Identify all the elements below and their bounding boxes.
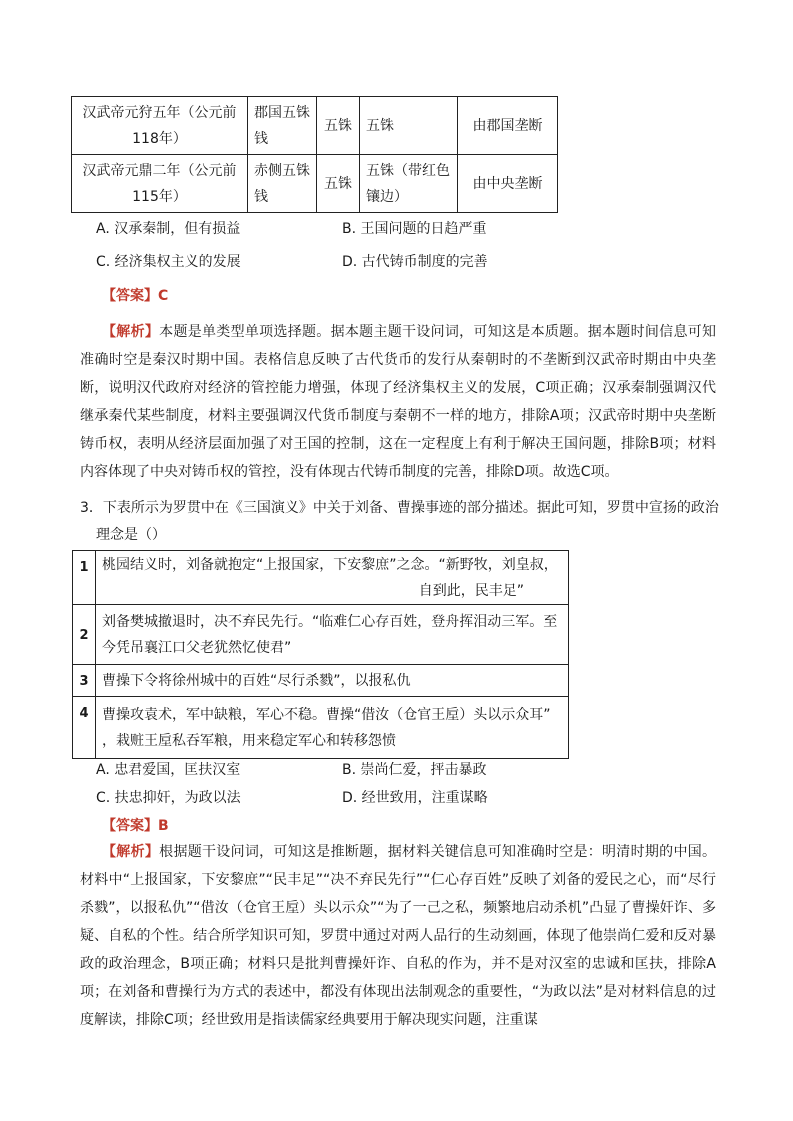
q3-stem-cont: 理念是（） [96,527,166,543]
cell-control: 由郡国垄断 [458,97,558,155]
row-line: 自到此，民丰足” [418,582,524,599]
row-text [96,605,569,665]
q2-option-c: C. 经济集权主义的发展 [96,254,241,270]
table-row [73,665,569,697]
cell-control: 由中央垄断 [458,155,558,213]
coin-table [71,96,558,213]
row-number: 1 [73,551,96,605]
q3-option-a: A. 忠君爱国，匡扶汉室 [96,762,241,778]
row-line: 桃园结义时，刘备就抱定“上报国家，下安黎庶”之念。“新野牧，刘皇叔， [102,556,558,573]
q3-option-c: C. 扶忠抑奸，为政以法 [96,790,241,806]
q3-option-d: D. 经世致用，注重谋略 [342,790,488,806]
row-number: 4 [73,697,96,759]
row-text [96,551,569,605]
table-row [73,551,569,605]
q2-option-d: D. 古代铸币制度的完善 [342,254,488,270]
row-line: 刘备樊城撤退时，决不弃民先行。“临难仁心存百姓，登舟挥泪动三军。至 [102,613,558,630]
cell-weight: 五铢 [317,155,360,213]
q2-option-a: A. 汉承秦制，但有损益 [96,221,241,237]
cell-weight: 五铢 [317,97,360,155]
analysis-tag: 【解析】 [102,844,160,860]
cell-time: 汉武帝元鼎二年（公元前115年） [72,155,248,213]
answer-tag: 【答案】 [102,818,158,834]
cell-text: 五铢（带红色镶边） [360,155,458,213]
analysis-tag: 【解析】 [102,324,160,340]
cell-coin: 赤侧五铢钱 [248,155,317,213]
q2-analysis [80,318,716,486]
table-row [73,605,569,665]
analysis-text: 根据题干设问词，可知这是推断题，据材料关键信息可知准确时空是：明清时期的中国。材料中“上报国家，下安黎庶”“民丰足”“决不弃民先行”“仁心存百姓”反映了刘备的爱民之心，而“尽行杀戮”，以报私仇”“借汝（仓官王垕）头以示众”“为了一己之私，频繁地启动杀机”凸显了曹操奸诈、多疑、自私的个性。结合所学知识可知，罗贯中通过对两人品行的生动刻画，体现了他崇尚仁爱和反对暴政的政治理念，B项正确；材料只是批判曹操奸诈、自私的作为，并不是对汉室的忠诚和匡扶，排除A项；在刘备和曹操行为方式的表述中，都没有体现出法制观念的重要性，“为政以法”是对材料信息的过度解读，排除C项；经世致用是指读儒家经典要用于解决现实问题，注重谋 [80,844,716,1028]
table-row [73,697,569,759]
q3-table [72,550,569,759]
row-text [96,665,569,697]
q3-option-b: B. 崇尚仁爱，抨击暴政 [342,762,487,778]
table-row [72,97,558,155]
q2-option-b: B. 王国问题的日趋严重 [342,221,487,237]
answer-value: C [158,288,169,304]
row-number: 3 [73,665,96,697]
row-line: 今凭吊襄江口父老犹然忆使君” [102,639,292,656]
q3-answer [102,815,169,835]
row-number: 2 [73,605,96,665]
answer-value: B [158,818,169,834]
table-row [72,155,558,213]
cell-text: 五铢 [360,97,458,155]
q3-analysis [80,838,716,1034]
row-line: 曹操下令将徐州城中的百姓“尽行杀戮”，以报私仇 [102,672,411,689]
q2-answer [102,285,168,305]
row-line: ，栽赃王垕私吞军粮，用来稳定军心和转移怨愤 [102,732,396,749]
row-line: 曹操攻袁术，军中缺粮，军心不稳。曹操“借汝（仓官王垕）头以示众耳” [102,706,551,723]
row-text [96,697,569,759]
cell-coin: 郡国五铢钱 [248,97,317,155]
analysis-text: 本题是单类型单项选择题。据本题主题干设问词，可知这是本质题。据本题时间信息可知准确时空是秦汉时期中国。表格信息反映了古代货币的发行从秦朝时的不垄断到汉武帝时期由中央垄断，说明汉代政府对经济的管控能力增强，体现了经济集权主义的发展，C项正确；汉承秦制强调汉代继承秦代某些制度，材料主要强调汉代货币制度与秦朝不一样的地方，排除A项；汉武帝时期中央垄断铸币权，表明从经济层面加强了对王国的控制，这在一定程度上有利于解决王国问题，排除B项；材料内容体现了中央对铸币权的管控，没有体现古代铸币制度的完善，排除D项。故选C项。 [80,324,717,480]
q3-stem: 3．下表所示为罗贯中在《三国演义》中关于刘备、曹操事迹的部分描述。据此可知，罗贯中宣扬的政治 [80,500,719,516]
cell-time: 汉武帝元狩五年（公元前118年） [72,97,248,155]
answer-tag: 【答案】 [102,288,158,304]
